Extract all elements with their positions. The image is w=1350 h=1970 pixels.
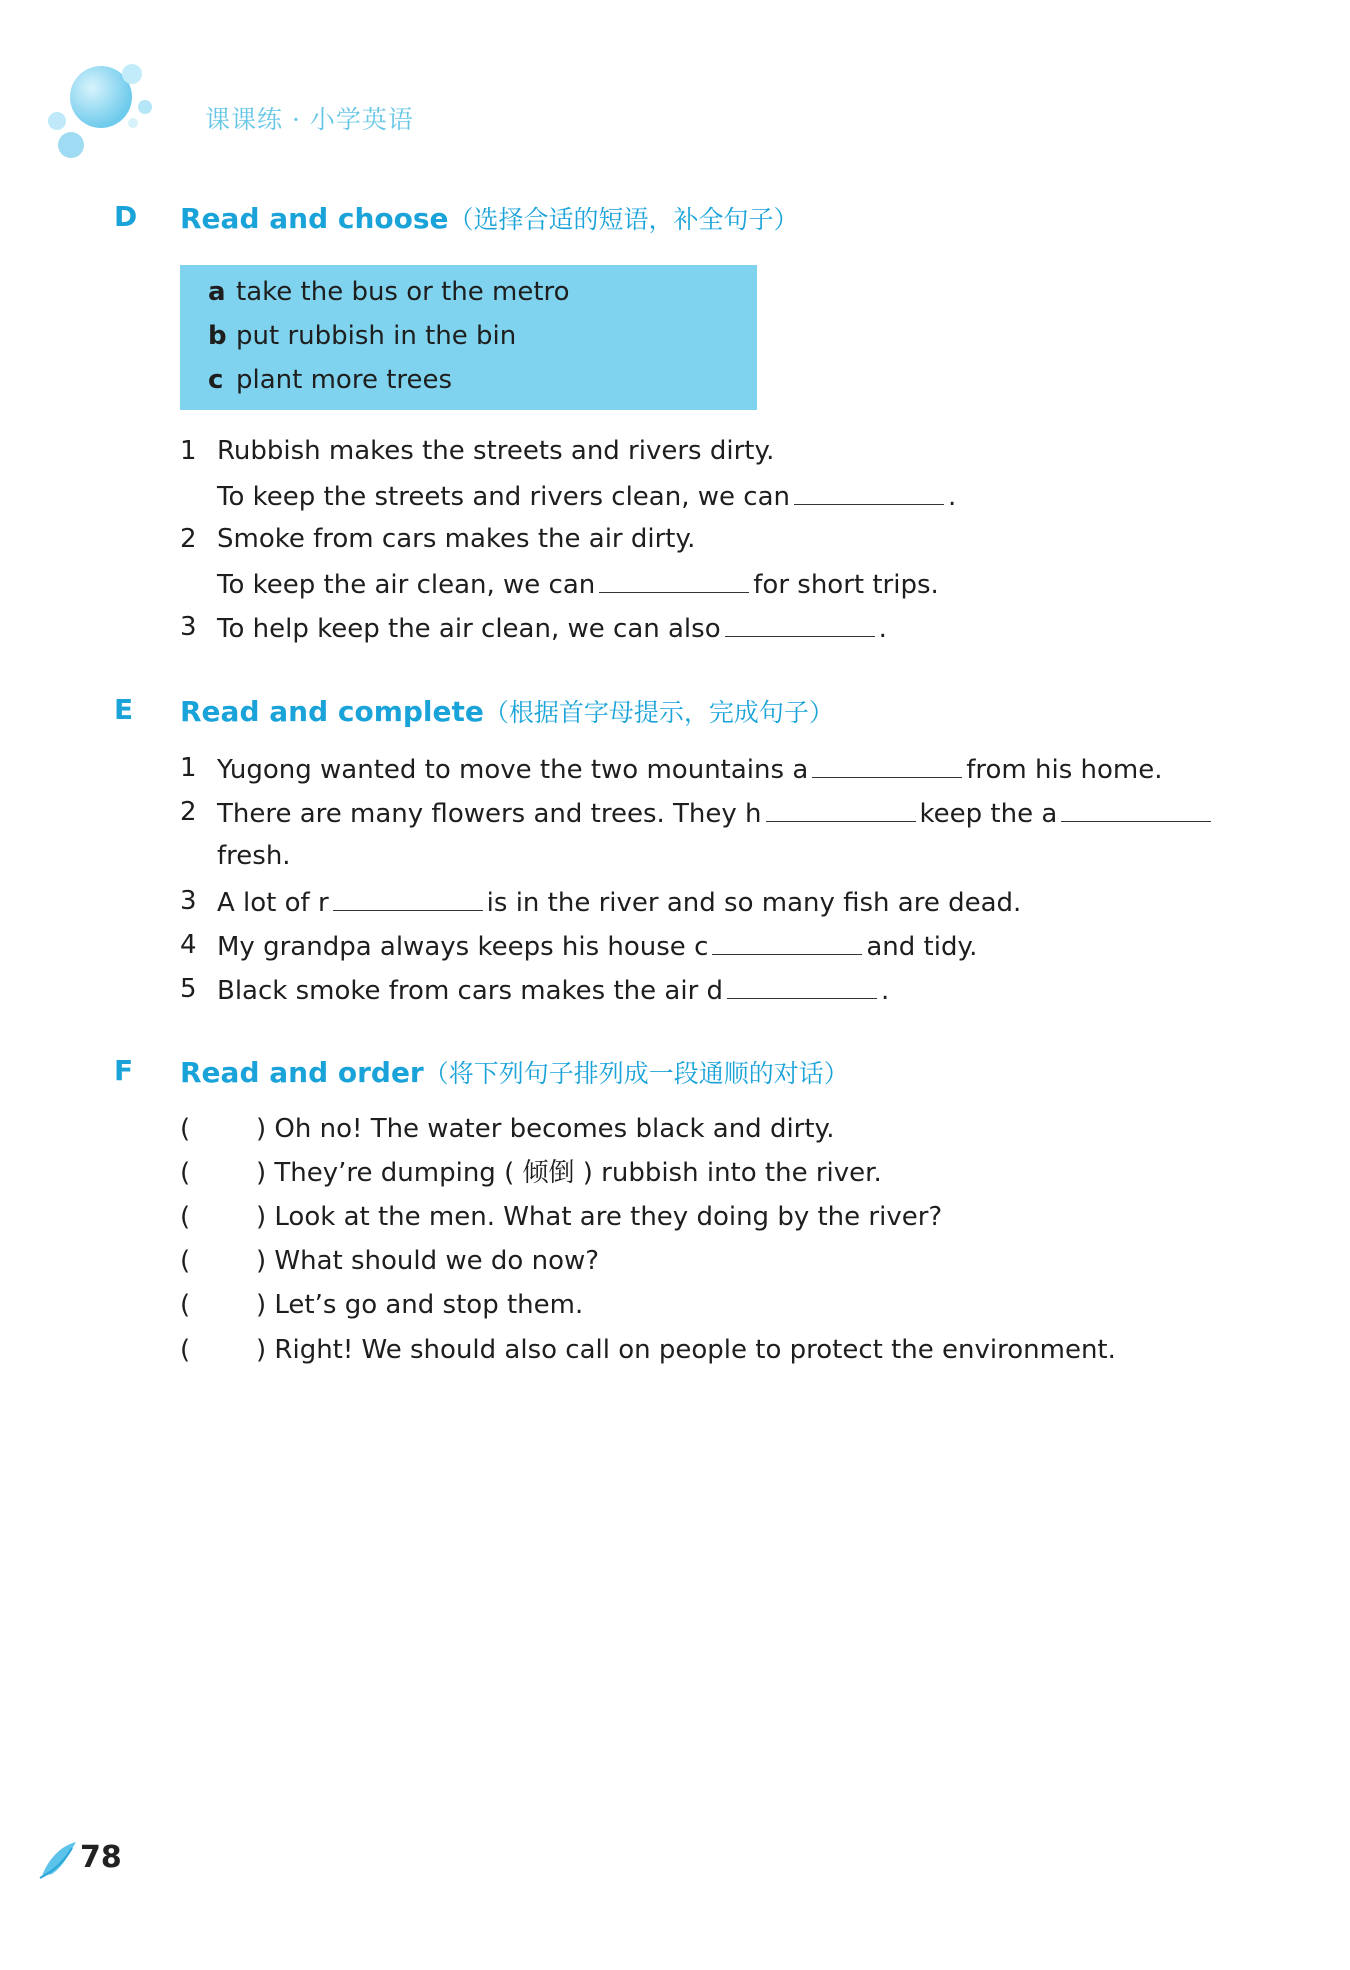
answer-blank[interactable]	[812, 751, 962, 778]
section-letter: E	[114, 693, 134, 726]
dialogue-sentence: ) Right! We should also call on people to protect the environment.	[256, 1335, 1116, 1365]
question-number: 1	[180, 436, 197, 466]
question-number: 4	[180, 930, 197, 960]
dialogue-sentence: ) Oh no! The water becomes black and dirty.	[256, 1114, 835, 1144]
question-number: 2	[180, 797, 197, 827]
order-paren[interactable]: (	[180, 1202, 191, 1232]
section-e-header	[0, 693, 1350, 733]
question-text: To keep the air clean, we can for short trips.	[217, 566, 939, 602]
question-text: Smoke from cars makes the air dirty.	[217, 524, 696, 554]
answer-blank[interactable]	[333, 884, 483, 911]
order-paren[interactable]: (	[180, 1158, 191, 1188]
question-text: fresh.	[217, 841, 291, 871]
dialogue-sentence: ) They’re dumping ( 倾倒 ) rubbish into the river.	[256, 1158, 882, 1188]
question-text: Rubbish makes the streets and rivers dirty.	[217, 436, 775, 466]
option-item: b put rubbish in the bin	[208, 321, 517, 351]
section-d-header	[0, 200, 1350, 240]
answer-blank[interactable]	[794, 478, 944, 505]
question-text: To keep the streets and rivers clean, we can .	[217, 478, 956, 514]
question-number: 5	[180, 974, 197, 1004]
option-item: c plant more trees	[208, 365, 453, 395]
order-paren[interactable]: (	[180, 1290, 191, 1320]
order-paren[interactable]: (	[180, 1114, 191, 1144]
section-title: Read and complete（根据首字母提示，完成句子）	[180, 695, 834, 728]
answer-blank[interactable]	[725, 610, 875, 637]
dialogue-sentence: ) Look at the men. What are they doing by the river?	[256, 1202, 943, 1232]
answer-blank[interactable]	[599, 566, 749, 593]
question-number: 2	[180, 524, 197, 554]
leaf-icon	[38, 1838, 80, 1880]
book-title: 课课练 · 小学英语	[205, 105, 414, 134]
dialogue-sentence: ) Let’s go and stop them.	[256, 1290, 584, 1320]
question-number: 3	[180, 886, 197, 916]
option-box	[180, 265, 757, 410]
question-text: Black smoke from cars makes the air d .	[217, 972, 889, 1008]
section-title: Read and choose（选择合适的短语，补全句子）	[180, 202, 799, 235]
bubbles-decoration	[48, 58, 168, 168]
question-text: Yugong wanted to move the two mountains a from his home.	[217, 751, 1163, 787]
question-text: There are many flowers and trees. They h keep the a	[217, 795, 1215, 831]
question-text: A lot of r is in the river and so many fish are dead.	[217, 884, 1021, 920]
question-text: To help keep the air clean, we can also .	[217, 610, 887, 646]
option-item: a take the bus or the metro	[208, 277, 570, 307]
dialogue-sentence: ) What should we do now?	[256, 1246, 600, 1276]
order-paren[interactable]: (	[180, 1246, 191, 1276]
question-number: 3	[180, 612, 197, 642]
section-title: Read and order（将下列句子排列成一段通顺的对话）	[180, 1056, 849, 1089]
question-text: My grandpa always keeps his house c and tidy.	[217, 928, 977, 964]
section-letter: F	[114, 1054, 134, 1087]
section-letter: D	[114, 200, 138, 233]
order-paren[interactable]: (	[180, 1335, 191, 1365]
answer-blank[interactable]	[727, 972, 877, 999]
question-number: 1	[180, 753, 197, 783]
answer-blank[interactable]	[712, 928, 862, 955]
answer-blank[interactable]	[766, 795, 916, 822]
page-number: 78	[80, 1840, 122, 1875]
section-f-header	[0, 1054, 1350, 1094]
answer-blank[interactable]	[1061, 795, 1211, 822]
